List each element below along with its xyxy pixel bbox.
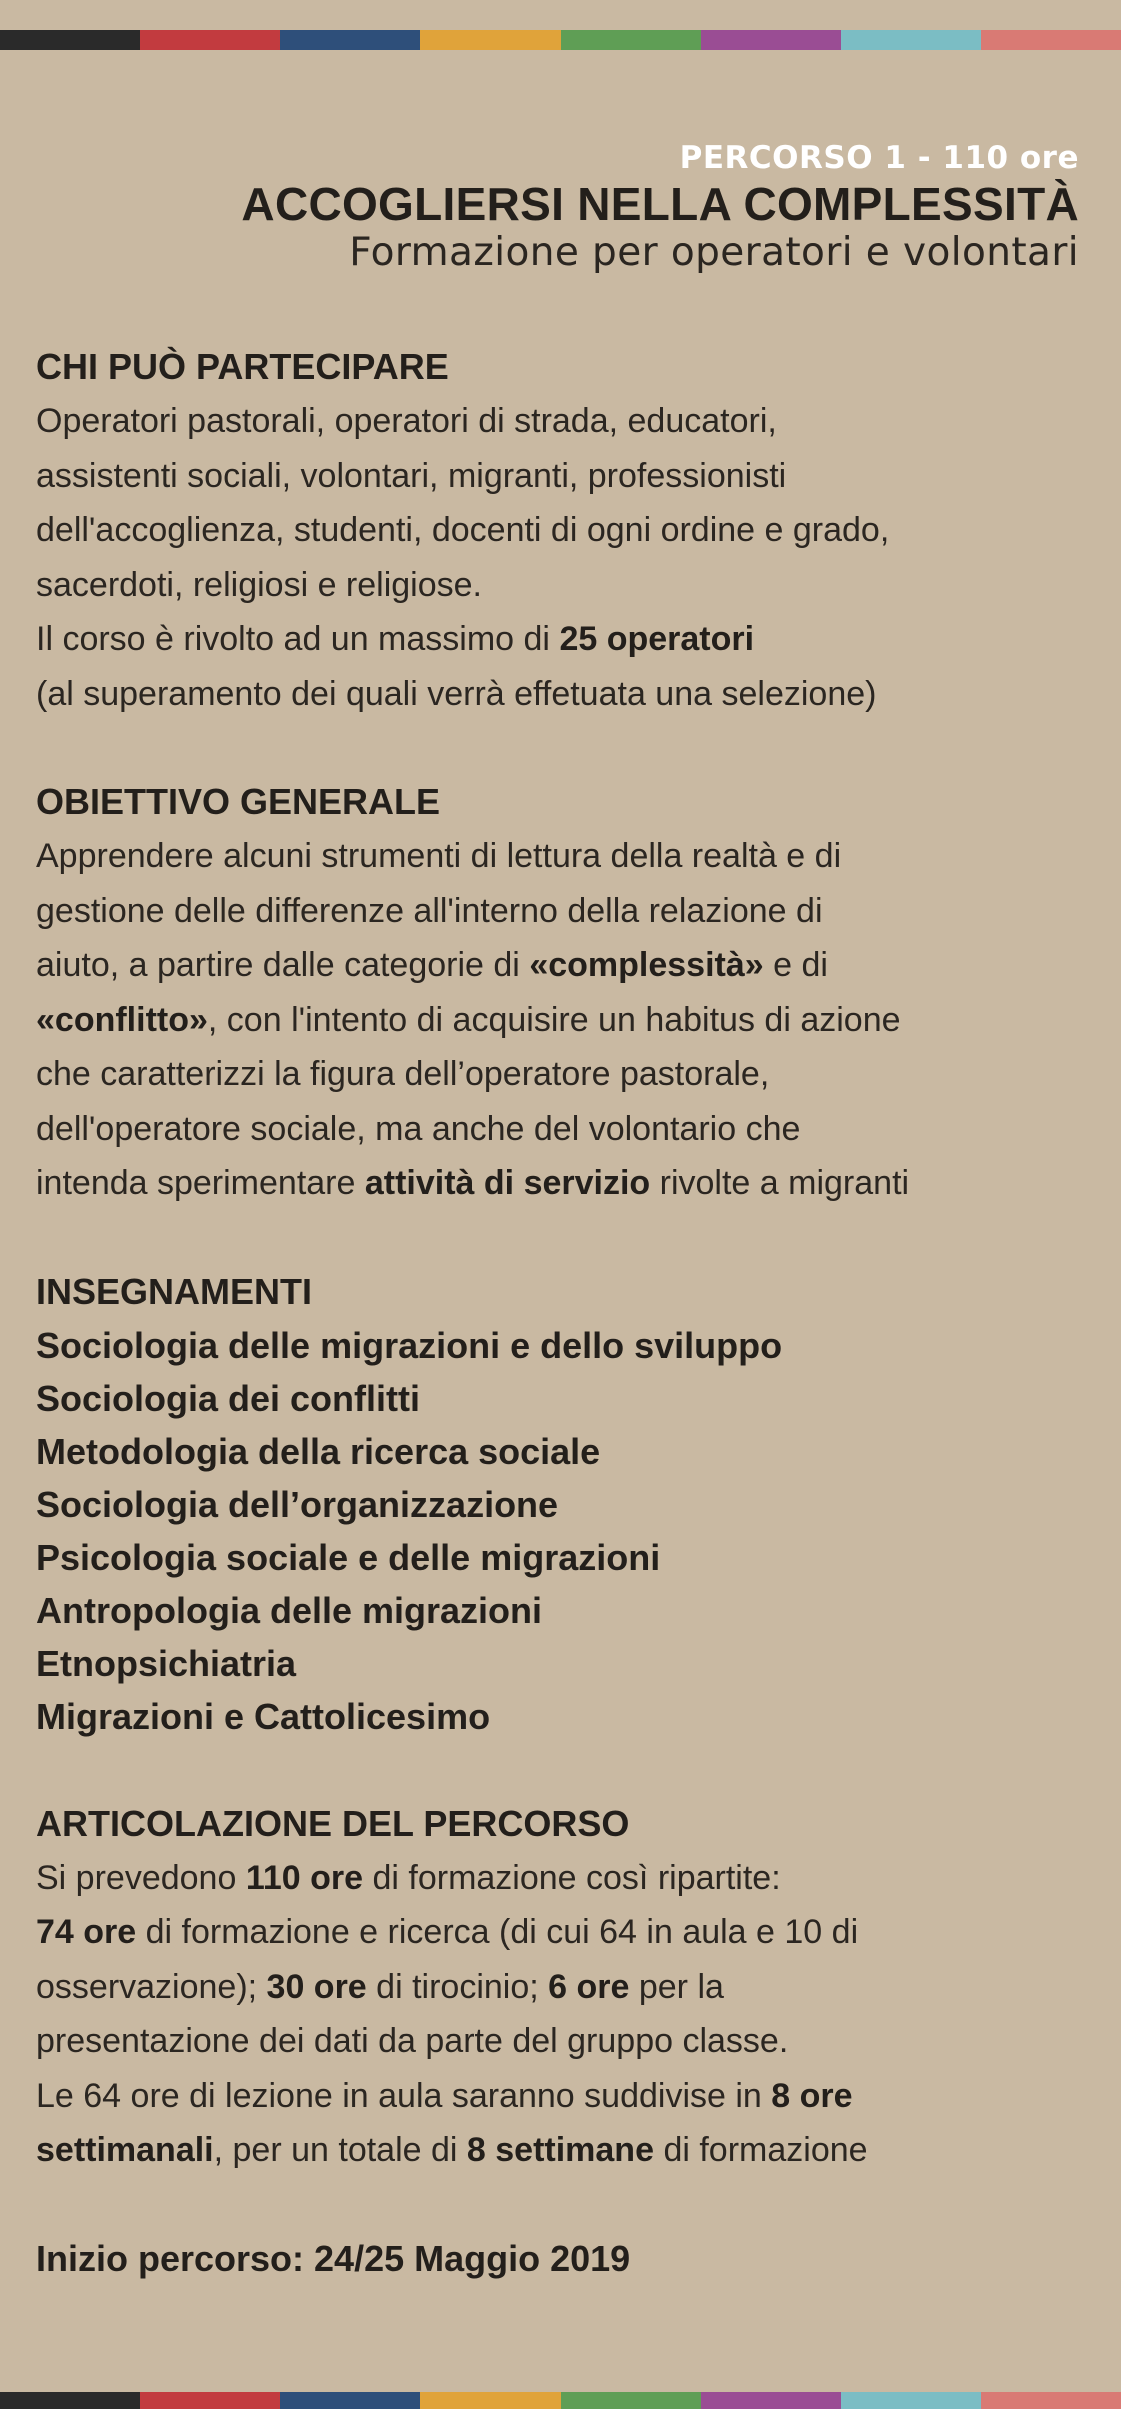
stripe-segment xyxy=(0,2392,140,2409)
stripe-segment xyxy=(981,2392,1121,2409)
stripe-segment xyxy=(841,30,981,50)
paragraph-line: dell'accoglienza, studenti, docenti di ogni ordine e grado, xyxy=(36,511,890,549)
stripe-segment xyxy=(561,2392,701,2409)
bold-text: «conflitto» xyxy=(36,1000,208,1039)
stripe-segment xyxy=(0,30,140,50)
course-item: Psicologia sociale e delle migrazioni xyxy=(36,1536,661,1578)
course-item: Metodologia della ricerca sociale xyxy=(36,1430,601,1472)
bold-text: 6 ore xyxy=(548,1967,630,2006)
bold-text: attività di servizio xyxy=(364,1164,651,1202)
paragraph-line: presentazione dei dati da parte del gruppo classe. xyxy=(36,2022,789,2060)
bold-text: 8 settimane xyxy=(466,2131,654,2169)
paragraph-line: «conflitto», con l'intento di acquisire un habitus di azione xyxy=(36,1000,901,1039)
stripe-segment xyxy=(140,30,280,50)
paragraph-line: che caratterizzi la figura dell’operatore pastorale, xyxy=(36,1055,770,1093)
stripe-segment xyxy=(561,30,701,50)
paragraph-line: Si prevedono 110 ore di formazione così ripartite: xyxy=(36,1858,781,1897)
course-item: Antropologia delle migrazioni xyxy=(36,1589,543,1631)
paragraph-line: gestione delle differenze all'interno della relazione di xyxy=(36,891,823,930)
stripe-segment xyxy=(420,2392,560,2409)
bold-text: 74 ore xyxy=(36,1913,137,1951)
section-obiettivo-generale xyxy=(36,775,1096,1211)
course-item: Sociologia dell’organizzazione xyxy=(36,1483,559,1525)
paragraph-line: Apprendere alcuni strumenti di lettura della realtà e di xyxy=(36,837,842,875)
paragraph-line: dell'operatore sociale, ma anche del volontario che xyxy=(36,1109,801,1148)
section-heading: ARTICOLAZIONE DEL PERCORSO xyxy=(36,1802,630,1844)
paragraph-line: settimanali, per un totale di 8 settimane di formazione xyxy=(36,2131,868,2169)
bold-text: «complessità» xyxy=(529,946,764,984)
page-title: ACCOGLIERSI NELLA COMPLESSITÀ xyxy=(241,178,1079,230)
bold-text: 110 ore xyxy=(245,1858,364,1897)
section-articolazione xyxy=(36,1797,1096,2178)
stripe-segment xyxy=(280,2392,420,2409)
paragraph-line: intenda sperimentare attività di servizio rivolte a migranti xyxy=(36,1164,910,1202)
bold-text: 25 operatori xyxy=(559,620,755,658)
bold-text: settimanali xyxy=(36,2131,214,2169)
paragraph-line: assistenti sociali, volontari, migranti, professionisti xyxy=(36,456,787,495)
top-color-stripe xyxy=(0,30,1121,50)
paragraph-line: osservazione); 30 ore di tirocinio; 6 ore per la xyxy=(36,1967,724,2006)
paragraph-line: Le 64 ore di lezione in aula saranno suddivise in 8 ore xyxy=(36,2076,853,2115)
course-item: Migrazioni e Cattolicesimo xyxy=(36,1695,491,1737)
paragraph-line: sacerdoti, religiosi e religiose. xyxy=(36,565,482,604)
section-heading: OBIETTIVO GENERALE xyxy=(36,781,441,822)
header xyxy=(241,138,1079,276)
course-item: Etnopsichiatria xyxy=(36,1642,297,1684)
start-date: Inizio percorso: 24/25 Maggio 2019 xyxy=(36,2237,631,2279)
bold-text: 8 ore xyxy=(771,2076,853,2115)
stripe-segment xyxy=(841,2392,981,2409)
paragraph-line: aiuto, a partire dalle categorie di «complessità» e di xyxy=(36,946,828,984)
section-heading: CHI PUÒ PARTECIPARE xyxy=(36,346,449,387)
course-item: Sociologia dei conflitti xyxy=(36,1377,421,1419)
stripe-segment xyxy=(280,30,420,50)
paragraph-line: Operatori pastorali, operatori di strada, educatori, xyxy=(36,402,777,440)
main-content xyxy=(36,340,1096,2286)
course-item: Sociologia delle migrazioni e dello sviluppo xyxy=(36,1324,783,1366)
stripe-segment xyxy=(701,30,841,50)
bottom-color-stripe xyxy=(0,2392,1121,2409)
paragraph-line: (al superamento dei quali verrà effetuata una selezione) xyxy=(36,674,877,713)
page-subtitle: Formazione per operatori e volontari xyxy=(349,230,1079,275)
paragraph-line: 74 ore di formazione e ricerca (di cui 64 in aula e 10 di xyxy=(36,1913,859,1951)
stripe-segment xyxy=(140,2392,280,2409)
bold-text: 30 ore xyxy=(266,1967,367,2006)
percorso-label: PERCORSO 1 - 110 ore xyxy=(679,140,1079,176)
paragraph-line: Il corso è rivolto ad un massimo di 25 operatori xyxy=(36,620,755,658)
stripe-segment xyxy=(701,2392,841,2409)
section-chi-puo-partecipare xyxy=(36,340,1096,721)
section-insegnamenti xyxy=(36,1265,1096,1743)
stripe-segment xyxy=(981,30,1121,50)
stripe-segment xyxy=(420,30,560,50)
section-heading: INSEGNAMENTI xyxy=(36,1270,313,1312)
